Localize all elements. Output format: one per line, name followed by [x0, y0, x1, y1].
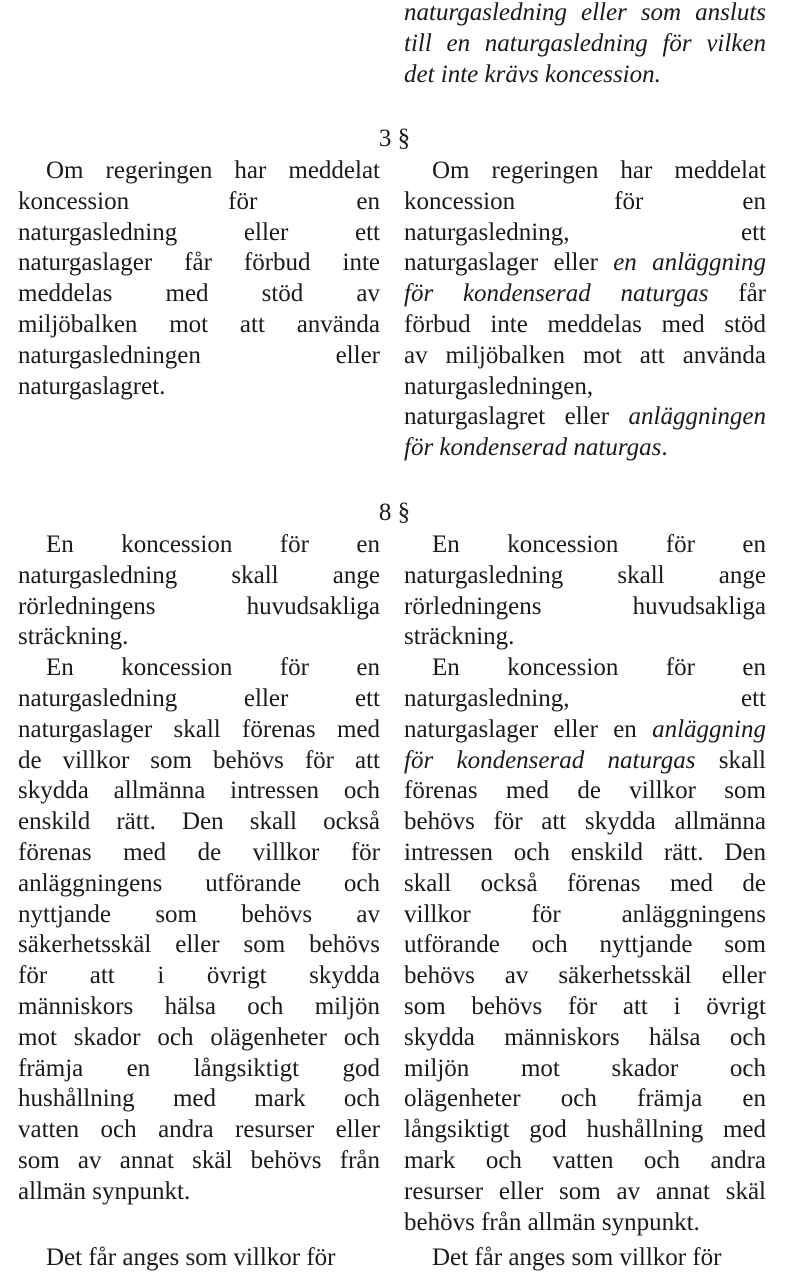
- text-line: skall också förenas med de: [404, 869, 766, 897]
- text-line: [404, 715, 766, 746]
- text-span: skall: [695, 746, 766, 774]
- text-span: naturgaslagret eller: [404, 403, 629, 431]
- text-line: En koncession för en: [46, 654, 380, 682]
- text-line: utförande och nyttjande som: [404, 931, 766, 959]
- italic-span: en anläggning: [613, 249, 766, 277]
- text-line: hushållning med mark och: [18, 1085, 380, 1113]
- section-mark-3: 3 §: [378, 125, 411, 152]
- text-line: de villkor som behövs för att: [18, 746, 380, 774]
- text-line: skydda allmänna intressen och: [18, 777, 380, 805]
- text-line: rörledningens huvudsakliga: [404, 592, 766, 620]
- section-8-proposed-text: [404, 530, 766, 1238]
- text-line: långsiktigt god hushållning med: [404, 1116, 766, 1144]
- section-8-current-next-paragraph: [18, 1243, 380, 1274]
- text-line: säkerhetsskäl eller som behövs: [18, 931, 380, 959]
- italic-span: anläggningen: [628, 403, 766, 431]
- text-line: naturgaslagret.: [18, 372, 166, 400]
- text-line: behövs för att skydda allmänna: [404, 808, 766, 836]
- top-fragment: [404, 0, 766, 90]
- text-line: naturgaslager får förbud inte: [18, 249, 380, 277]
- text-line: En koncession för en: [46, 531, 380, 558]
- text-span: .: [661, 434, 668, 462]
- text-line: rörledningens huvudsakliga: [18, 592, 380, 620]
- text-line: behövs av säkerhetsskäl eller: [404, 962, 766, 990]
- text-line: skydda människors hälsa och: [404, 1023, 766, 1051]
- text-span: naturgaslager eller: [404, 249, 614, 277]
- text-line: vatten och andra resurser eller: [18, 1116, 380, 1144]
- text-line: villkor för anläggningens: [404, 900, 766, 928]
- section-8-proposed-next-paragraph: [404, 1243, 766, 1274]
- text-line: mot skador och olägenheter och: [18, 1023, 380, 1051]
- italic-span: för kondenserad naturgas: [404, 746, 696, 774]
- text-line: koncession för en: [404, 187, 766, 215]
- text-line: för att i övrigt skydda: [18, 962, 380, 990]
- text-line: förenas med de villkor som: [404, 777, 766, 805]
- text-line: av miljöbalken mot att använda: [404, 341, 766, 369]
- text-line: naturgasledningen,: [404, 372, 594, 400]
- text-line: Om regeringen har meddelat: [46, 157, 380, 184]
- text-line: Om regeringen har meddelat: [432, 157, 766, 184]
- text-line: mark och vatten och andra: [404, 1146, 766, 1174]
- text-line: förbud inte meddelas med stöd: [404, 310, 766, 338]
- text-line: [404, 279, 766, 310]
- fragment-line: det inte krävs koncession.: [404, 60, 661, 88]
- text-line: naturgasledning, ett: [404, 684, 766, 712]
- text-line: naturgasledning skall ange: [18, 561, 380, 589]
- italic-span: anläggning: [652, 715, 766, 743]
- italic-span: för kondenserad naturgas: [404, 280, 709, 308]
- text-line: som behövs för att i övrigt: [404, 992, 766, 1020]
- text-line: enskild rätt. Den skall också: [18, 808, 380, 836]
- text-line: resurser eller som av annat skäl: [404, 1177, 766, 1205]
- text-line: nyttjande som behövs av: [18, 900, 380, 928]
- text-line: människors hälsa och miljön: [18, 992, 380, 1020]
- text-line: främja en långsiktigt god: [18, 1054, 380, 1082]
- text-line: naturgasledning eller ett: [18, 218, 380, 246]
- text-line: [404, 248, 766, 279]
- text-line: naturgaslager skall förenas med: [18, 715, 380, 743]
- text-line: [404, 433, 766, 464]
- text-line: sträckning.: [18, 623, 129, 651]
- fragment-line: till en naturgasledning för vilken: [404, 29, 766, 57]
- text-line: naturgasledning, ett: [404, 218, 766, 246]
- text-line: anläggningens utförande och: [18, 869, 380, 897]
- fragment-line: naturgasledning eller som ansluts: [404, 0, 766, 26]
- text-line: naturgasledning skall ange: [404, 561, 766, 589]
- text-line: som av annat skäl behövs från: [18, 1146, 380, 1174]
- text-line: En koncession för en: [432, 531, 766, 558]
- text-line: miljön mot skador och: [404, 1054, 766, 1082]
- text-line: En koncession för en: [432, 654, 766, 682]
- text-line: behövs från allmän synpunkt.: [404, 1208, 700, 1236]
- text-line: allmän synpunkt.: [18, 1177, 191, 1205]
- text-span: får: [708, 280, 766, 308]
- text-line: Det får anges som villkor för: [46, 1244, 336, 1271]
- text-line: miljöbalken mot att använda: [18, 310, 380, 338]
- section-8-current-text: [18, 530, 380, 1208]
- section-3-current-text: [18, 156, 380, 402]
- text-line: olägenheter och främja en: [404, 1085, 766, 1113]
- section-3-proposed-text: [404, 156, 766, 464]
- text-span: naturgaslager eller en: [404, 715, 653, 743]
- text-line: [404, 746, 766, 777]
- text-line: sträckning.: [404, 623, 515, 651]
- text-line: intressen och enskild rätt. Den: [404, 838, 766, 866]
- italic-span: för kondenserad naturgas: [404, 434, 662, 462]
- text-line: förenas med de villkor för: [18, 838, 380, 866]
- text-line: [404, 402, 766, 433]
- section-mark-8: 8 §: [378, 499, 411, 526]
- text-line: naturgasledningen eller: [18, 341, 380, 369]
- text-line: meddelas med stöd av: [18, 280, 380, 308]
- text-line: naturgasledning eller ett: [18, 684, 380, 712]
- text-line: Det får anges som villkor för: [432, 1244, 722, 1271]
- text-line: koncession för en: [18, 187, 380, 215]
